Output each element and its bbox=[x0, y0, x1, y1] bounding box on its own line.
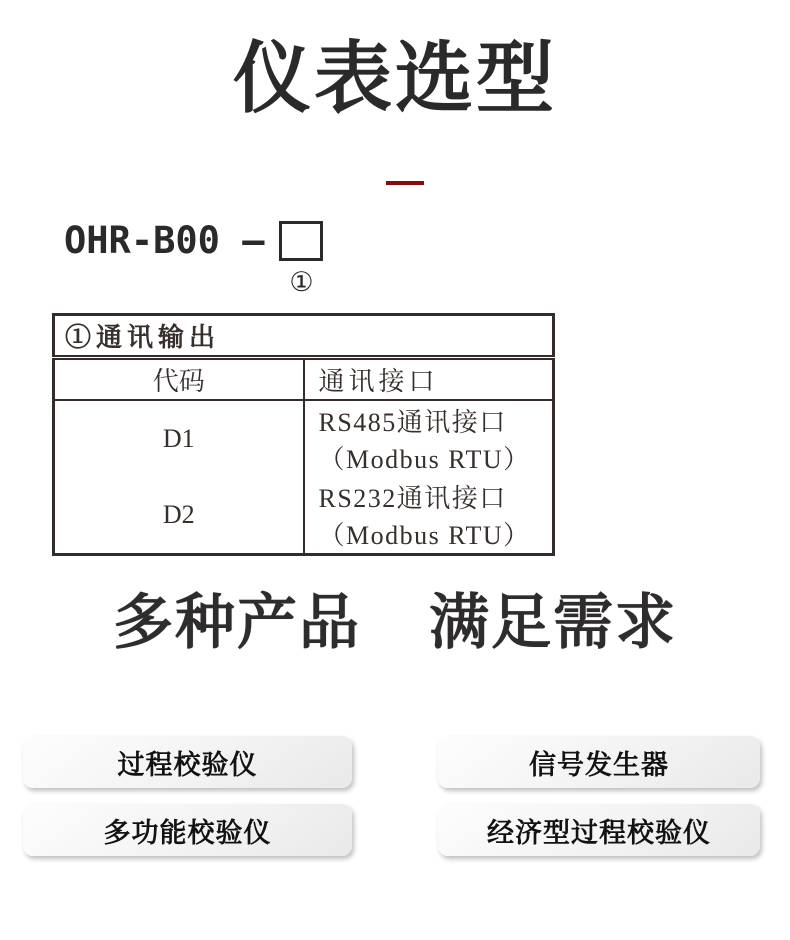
table-header-row bbox=[54, 315, 554, 358]
model-option-group bbox=[279, 221, 323, 296]
col-header-code: 代码 bbox=[54, 358, 304, 401]
table-column-header-row bbox=[54, 358, 554, 401]
model-option-marker: ① bbox=[289, 267, 314, 297]
cell-interface: RS485通讯接口（Modbus RTU） bbox=[318, 408, 531, 474]
slogan-part-1: 多种产品 bbox=[113, 589, 361, 656]
product-button-process-calibrator[interactable]: 过程校验仪 bbox=[23, 736, 352, 788]
table-header: ①通讯输出 bbox=[54, 315, 554, 358]
product-button-economy-process-calibrator[interactable]: 经济型过程校验仪 bbox=[438, 804, 760, 856]
cell-interface: RS232通讯接口（Modbus RTU） bbox=[318, 484, 531, 550]
product-button-multifunction-calibrator[interactable]: 多功能校验仪 bbox=[23, 804, 352, 856]
col-header-interface: 通讯接口 bbox=[304, 358, 554, 401]
slogan-part-2: 满足需求 bbox=[429, 589, 677, 656]
table-row bbox=[54, 477, 554, 555]
model-code-row bbox=[64, 221, 323, 296]
product-button-grid bbox=[23, 736, 760, 856]
slogan bbox=[0, 590, 790, 656]
product-button-signal-generator[interactable]: 信号发生器 bbox=[438, 736, 760, 788]
cell-code: D2 bbox=[54, 477, 304, 555]
page-title: 仪表选型 bbox=[232, 34, 557, 122]
cell-code: D1 bbox=[54, 400, 304, 477]
table-row bbox=[54, 400, 554, 477]
comm-output-table bbox=[52, 313, 555, 556]
model-option-box bbox=[279, 221, 323, 261]
title-accent-divider bbox=[386, 181, 424, 185]
model-prefix: OHR-B00 — bbox=[64, 219, 265, 262]
